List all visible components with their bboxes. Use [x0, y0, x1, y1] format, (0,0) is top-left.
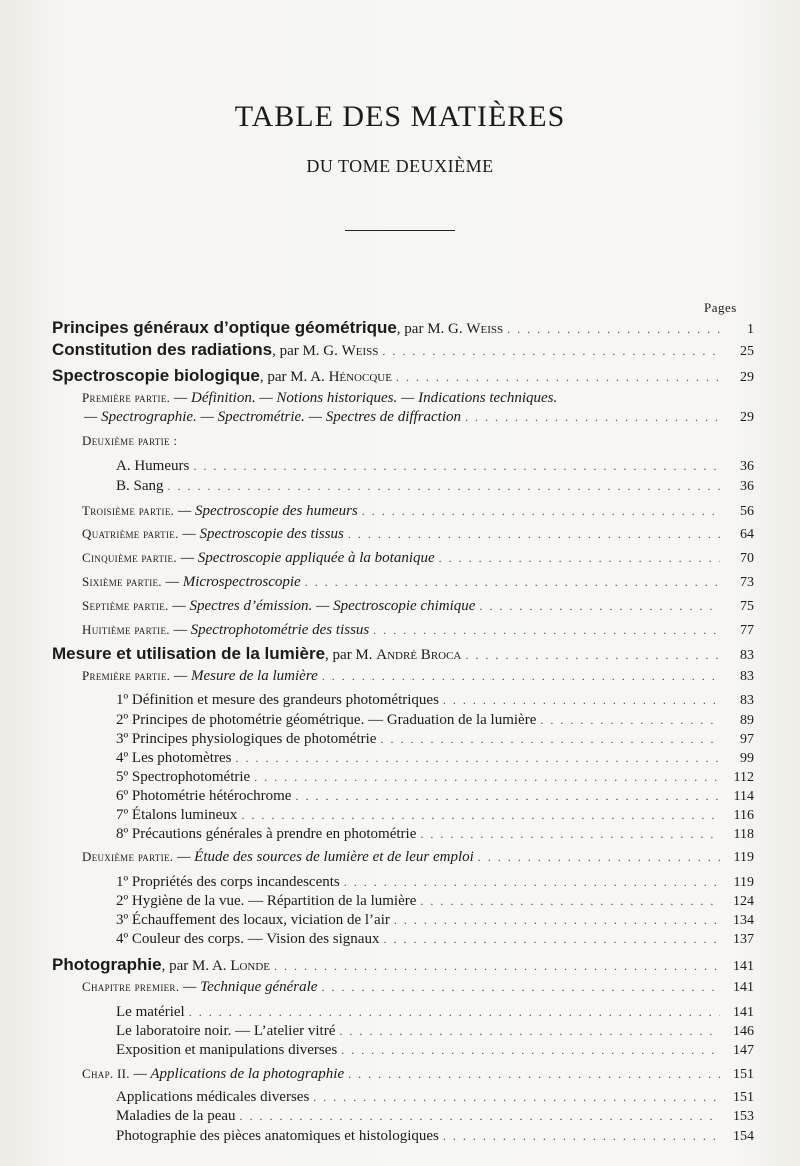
toc-item — [0, 1108, 754, 1130]
toc-label — [116, 874, 340, 891]
toc-label — [82, 622, 369, 639]
item-text: B. Sang — [116, 478, 164, 494]
item-text: 4º Couleur des corps. — Vision des signaux — [116, 931, 380, 947]
page-number: 56 — [740, 504, 754, 519]
part-title: — Applications de la photographie — [129, 1066, 345, 1082]
toc-label — [82, 503, 358, 520]
toc-label — [82, 979, 317, 996]
toc-label — [116, 1004, 185, 1021]
toc-label — [116, 1023, 335, 1040]
toc-item — [0, 478, 754, 500]
toc-part — [0, 526, 754, 548]
toc-label — [116, 731, 376, 748]
item-text: 1º Définition et mesure des grandeurs photométriques — [116, 692, 439, 708]
toc-label — [82, 668, 318, 685]
item-text: Photographie des pièces anatomiques et histologiques — [116, 1128, 439, 1144]
section-author: Londe — [230, 958, 271, 974]
section-by: , par M. A. — [161, 958, 231, 974]
leader-dots — [168, 479, 720, 494]
toc-label — [82, 390, 557, 407]
page-number: 1 — [747, 322, 754, 337]
part-heading: Deuxième partie. — [82, 849, 174, 864]
page-number: 116 — [733, 808, 754, 823]
page-number: 36 — [740, 459, 754, 474]
leader-dots — [443, 1129, 720, 1144]
toc-section — [0, 366, 754, 388]
toc-label — [116, 478, 164, 495]
leader-dots — [295, 789, 720, 804]
pages-column-header: Pages — [704, 300, 737, 315]
toc-label — [52, 318, 503, 338]
leader-dots — [380, 732, 720, 747]
toc-part — [0, 979, 754, 1001]
toc-part — [0, 598, 754, 620]
leader-dots — [396, 370, 720, 385]
item-text: 1º Propriétés des corps incandescents — [116, 874, 340, 890]
leader-dots — [348, 527, 720, 542]
toc-label — [116, 692, 439, 709]
page-number: 83 — [740, 648, 754, 663]
section-by: , par M. G. — [272, 343, 342, 359]
leader-dots — [313, 1090, 720, 1105]
toc-part — [0, 1066, 754, 1088]
section-title: Mesure et utilisation de la lumière — [52, 644, 326, 663]
section-author: Weiss — [466, 321, 504, 337]
leader-dots — [373, 623, 720, 638]
part-heading: Huitième partie. — [82, 622, 170, 637]
part-title: — Spectroscopie appliquée à la botanique — [176, 550, 435, 566]
leader-dots — [348, 1067, 720, 1082]
page-number: 75 — [740, 599, 754, 614]
page-number: 141 — [733, 959, 754, 974]
item-text: 3º Échauffement des locaux, viciation de l’air — [116, 912, 390, 928]
leader-dots — [420, 827, 720, 842]
toc-label — [116, 1089, 309, 1106]
page-number: 134 — [733, 913, 754, 928]
toc-part — [0, 550, 754, 572]
toc-section — [0, 318, 754, 340]
page-number: 73 — [740, 575, 754, 590]
item-text: Maladies de la peau — [116, 1108, 236, 1124]
toc-label — [82, 598, 475, 615]
page-number: 154 — [733, 1129, 754, 1144]
page-number: 124 — [733, 894, 754, 909]
part-heading: Quatrième partie. — [82, 526, 179, 541]
leader-dots — [193, 459, 720, 474]
item-text: 2º Principes de photométrie géométrique. — Graduation de la lumière — [116, 712, 537, 728]
leader-dots — [305, 575, 720, 590]
toc-label — [116, 912, 390, 929]
page-number: 29 — [740, 410, 754, 425]
page-number: 70 — [740, 551, 754, 566]
toc-label — [116, 1042, 337, 1059]
item-text: 3º Principes physiologiques de photométrie — [116, 731, 377, 747]
part-heading: Première partie. — [82, 668, 171, 683]
toc-label — [82, 433, 177, 450]
leader-dots — [465, 410, 720, 425]
section-by: , par M. — [325, 647, 377, 663]
part-title: — Mesure de la lumière — [170, 668, 318, 684]
toc-part — [0, 433, 754, 455]
leader-dots — [241, 808, 720, 823]
toc-part — [0, 668, 754, 690]
item-text: 2º Hygiène de la vue. — Répartition de la lumière — [116, 893, 417, 909]
part-title-continued: — Spectrographie. — Spectrométrie. — Spectres de diffraction — [84, 409, 462, 425]
toc-label — [116, 893, 416, 910]
page-number: 119 — [733, 875, 754, 890]
item-text: 4º Les photomètres — [116, 750, 232, 766]
toc-label — [116, 712, 536, 729]
leader-dots — [479, 599, 720, 614]
page-number: 25 — [740, 344, 754, 359]
section-by: , par M. G. — [396, 321, 467, 337]
toc-label — [116, 1128, 439, 1145]
toc-label — [82, 550, 435, 567]
page-number: 137 — [733, 932, 754, 947]
section-title: Principes généraux d’optique géométrique — [52, 318, 397, 337]
leader-dots — [362, 504, 720, 519]
page-number: 141 — [733, 980, 754, 995]
page-number: 112 — [733, 770, 754, 785]
toc-part — [0, 622, 754, 644]
part-title: — Définition. — Notions historiques. — Indications techniques. — [170, 390, 558, 406]
part-title: — Étude des sources de lumière et de leur emploi — [173, 849, 474, 865]
toc-part — [0, 503, 754, 525]
toc-label — [116, 931, 379, 948]
page-number: 29 — [740, 370, 754, 385]
page-number: 147 — [733, 1043, 754, 1058]
leader-dots — [235, 751, 720, 766]
page-number: 99 — [740, 751, 754, 766]
leader-dots — [240, 1109, 720, 1124]
item-text: Le laboratoire noir. — L’atelier vitré — [116, 1023, 336, 1039]
leader-dots — [394, 913, 720, 928]
leader-dots — [420, 894, 720, 909]
toc-section — [0, 340, 754, 362]
leader-dots — [321, 980, 720, 995]
item-text: 5º Spectrophotométrie — [116, 769, 251, 785]
page-number: 114 — [733, 789, 754, 804]
leader-dots — [465, 648, 720, 663]
page-number: 97 — [740, 732, 754, 747]
leader-dots — [540, 713, 720, 728]
part-title: — Spectroscopie des tissus — [178, 526, 344, 542]
toc-label — [52, 644, 461, 664]
toc-part — [0, 574, 754, 596]
leader-dots — [382, 344, 720, 359]
leader-dots — [274, 959, 720, 974]
toc-label — [116, 788, 291, 805]
toc-label — [116, 1108, 236, 1125]
title-divider — [345, 230, 455, 231]
part-title: — Technique générale — [179, 979, 318, 995]
leader-dots — [341, 1043, 720, 1058]
leader-dots — [339, 1024, 720, 1039]
toc-item — [0, 458, 754, 480]
item-text: A. Humeurs — [116, 458, 190, 474]
section-by: , par M. A. — [259, 369, 329, 385]
section-title: Spectroscopie biologique — [52, 366, 260, 385]
page-number: 151 — [733, 1067, 754, 1082]
section-title: Photographie — [52, 955, 162, 974]
toc-part — [0, 849, 754, 871]
leader-dots — [189, 1005, 720, 1020]
part-heading: Deuxième partie : — [82, 433, 178, 448]
toc-label — [82, 574, 301, 591]
part-title: — Spectrophotométrie des tissus — [169, 622, 370, 638]
toc-label — [52, 955, 270, 975]
leader-dots — [478, 850, 720, 865]
toc-item — [0, 931, 754, 953]
part-heading: Troisième partie. — [82, 503, 175, 518]
toc-item — [0, 1128, 754, 1150]
toc-label — [84, 409, 461, 426]
item-text: 7º Étalons lumineux — [116, 807, 238, 823]
toc-item — [0, 409, 754, 431]
toc-item — [0, 826, 754, 848]
toc-item — [0, 1042, 754, 1064]
page-number: 36 — [740, 479, 754, 494]
page-number: 77 — [740, 623, 754, 638]
section-author: Hénocque — [328, 369, 392, 385]
part-title: — Spectroscopie des humeurs — [174, 503, 358, 519]
toc-label — [52, 366, 392, 386]
toc-section — [0, 955, 754, 977]
part-title: — Spectres d’émission. — Spectroscopie chimique — [168, 598, 476, 614]
part-heading: Cinquième partie. — [82, 550, 177, 565]
part-heading: Sixième partie. — [82, 574, 162, 589]
page-subtitle: DU TOME DEUXIÈME — [306, 156, 494, 176]
item-text: 6º Photométrie hétérochrome — [116, 788, 292, 804]
toc-label — [82, 526, 344, 543]
part-heading: Chapitre premier. — [82, 979, 180, 994]
page-number: 146 — [733, 1024, 754, 1039]
toc-label — [116, 807, 237, 824]
leader-dots — [254, 770, 720, 785]
toc-section — [0, 644, 754, 666]
page-number: 151 — [733, 1090, 754, 1105]
toc-label — [116, 458, 189, 475]
toc-label — [116, 769, 250, 786]
page-number: 141 — [733, 1005, 754, 1020]
page-number: 89 — [740, 713, 754, 728]
leader-dots — [439, 551, 720, 566]
page-number: 83 — [740, 669, 754, 684]
part-title: — Microspectroscopie — [161, 574, 301, 590]
item-text: Applications médicales diverses — [116, 1089, 310, 1105]
leader-dots — [507, 322, 720, 337]
leader-dots — [443, 693, 720, 708]
toc-item — [0, 692, 754, 714]
toc-label — [116, 826, 416, 843]
section-author: André Broca — [376, 647, 462, 663]
page-number: 64 — [740, 527, 754, 542]
leader-dots — [322, 669, 720, 684]
part-heading: Première partie. — [82, 390, 171, 405]
page-number: 118 — [733, 827, 754, 842]
leader-dots — [383, 932, 720, 947]
toc-label — [82, 849, 474, 866]
item-text: 8º Précautions générales à prendre en photométrie — [116, 826, 417, 842]
leader-dots — [344, 875, 720, 890]
page-number: 153 — [733, 1109, 754, 1124]
page-number: 119 — [733, 850, 754, 865]
section-title: Constitution des radiations — [52, 340, 273, 359]
page-title: TABLE DES MATIÈRES — [234, 100, 566, 133]
item-text: Le matériel — [116, 1004, 185, 1020]
part-heading: Septième partie. — [82, 598, 169, 613]
toc-label — [52, 340, 378, 360]
toc-label — [116, 750, 231, 767]
page-number: 83 — [740, 693, 754, 708]
item-text: Exposition et manipulations diverses — [116, 1042, 338, 1058]
part-heading: Chap. II. — [82, 1066, 130, 1081]
toc-label — [82, 1066, 344, 1083]
section-author: Weiss — [341, 343, 379, 359]
